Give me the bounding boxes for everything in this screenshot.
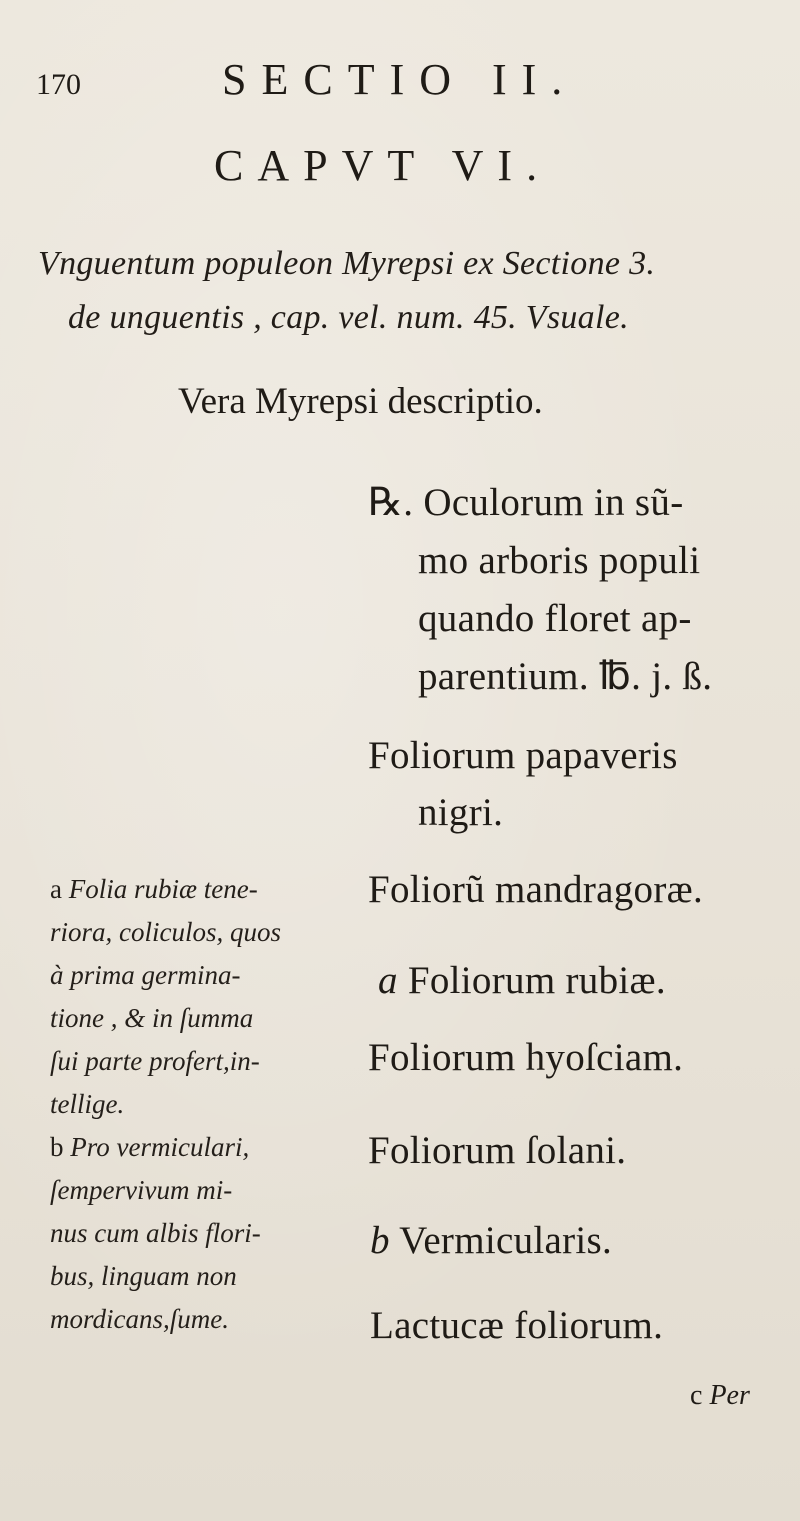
recipe-line	[370, 1218, 612, 1263]
recipe-line-marker: a	[378, 959, 398, 1002]
recipe-line-text: mo arboris populi	[418, 539, 701, 582]
recipe-line-text: Foliorũ mandragoræ.	[368, 868, 703, 911]
recipe-line-text: Vermicularis.	[399, 1219, 613, 1262]
recipe-line	[368, 1035, 683, 1080]
recipe-line	[368, 733, 678, 778]
margin-note-line	[50, 960, 241, 991]
recipe-line	[418, 654, 712, 699]
margin-note-key: b	[50, 1132, 64, 1162]
section-heading: SECTIO II.	[222, 55, 578, 104]
margin-note-text: Pro vermiculari,	[70, 1132, 250, 1162]
recipe-line	[418, 538, 700, 583]
recipe-line-text: nigri.	[418, 791, 504, 834]
chapter-title-line-1: Vnguentum populeon Myrepsi ex Sectione 3.	[38, 245, 656, 282]
margin-note-line	[50, 1003, 253, 1034]
recipe-line-text: Foliorum rubiæ.	[407, 959, 666, 1002]
recipe-subtitle: Vera Myrepsi descriptio.	[178, 381, 543, 422]
chapter-heading: CAPVT VI.	[214, 141, 552, 190]
recipe-line	[418, 790, 503, 835]
margin-note-line	[50, 1089, 124, 1120]
margin-note-line	[50, 1132, 249, 1163]
margin-note-text: mordicans,ſume.	[50, 1304, 229, 1334]
catchword-text: Per	[709, 1380, 750, 1411]
recipe-line-text: Lactucæ foliorum.	[370, 1304, 664, 1347]
margin-note-line	[50, 1175, 232, 1206]
recipe-line-text: Foliorum papaveris	[368, 734, 678, 777]
margin-note-text: ſempervivum mi-	[50, 1175, 233, 1205]
margin-note-text: Folia rubiæ tene-	[68, 874, 258, 904]
margin-note-line	[50, 1046, 260, 1077]
recipe-line	[368, 480, 684, 525]
margin-note-text: tellige.	[50, 1089, 125, 1119]
catchword-marker: c	[690, 1380, 703, 1411]
recipe-line-marker: b	[370, 1219, 390, 1262]
recipe-line	[418, 596, 692, 641]
margin-note-line	[50, 917, 281, 948]
recipe-line-text: parentium. ℔. j. ß.	[418, 655, 713, 698]
margin-note-text: tione , & in ſumma	[50, 1003, 254, 1033]
catchword	[690, 1380, 750, 1412]
margin-note-text: ſui parte profert,in-	[50, 1046, 260, 1076]
recipe-line-text: Foliorum hyoſciam.	[368, 1036, 684, 1079]
margin-note-line	[50, 1304, 229, 1335]
margin-note-text: nus cum albis flori-	[50, 1218, 261, 1248]
recipe-line-text: quando floret ap-	[418, 597, 692, 640]
margin-note-text: à prima germina-	[50, 960, 241, 990]
margin-note-line	[50, 1218, 261, 1249]
recipe-line-text: ℞. Oculorum in sũ-	[368, 481, 684, 524]
chapter-title-line-2: de unguentis , cap. vel. num. 45. Vsuale.	[68, 299, 629, 336]
recipe-line	[378, 958, 666, 1003]
margin-note-text: riora, coliculos, quos	[50, 917, 282, 947]
margin-note-text: bus, linguam non	[50, 1261, 237, 1291]
recipe-line	[368, 867, 703, 912]
recipe-line-text: Foliorum ſolani.	[368, 1129, 627, 1172]
recipe-line	[368, 1128, 626, 1173]
margin-note-line	[50, 1261, 237, 1292]
page-number: 170	[36, 68, 81, 101]
margin-note-key: a	[50, 874, 62, 904]
recipe-line	[370, 1303, 663, 1348]
margin-note-line	[50, 874, 258, 905]
